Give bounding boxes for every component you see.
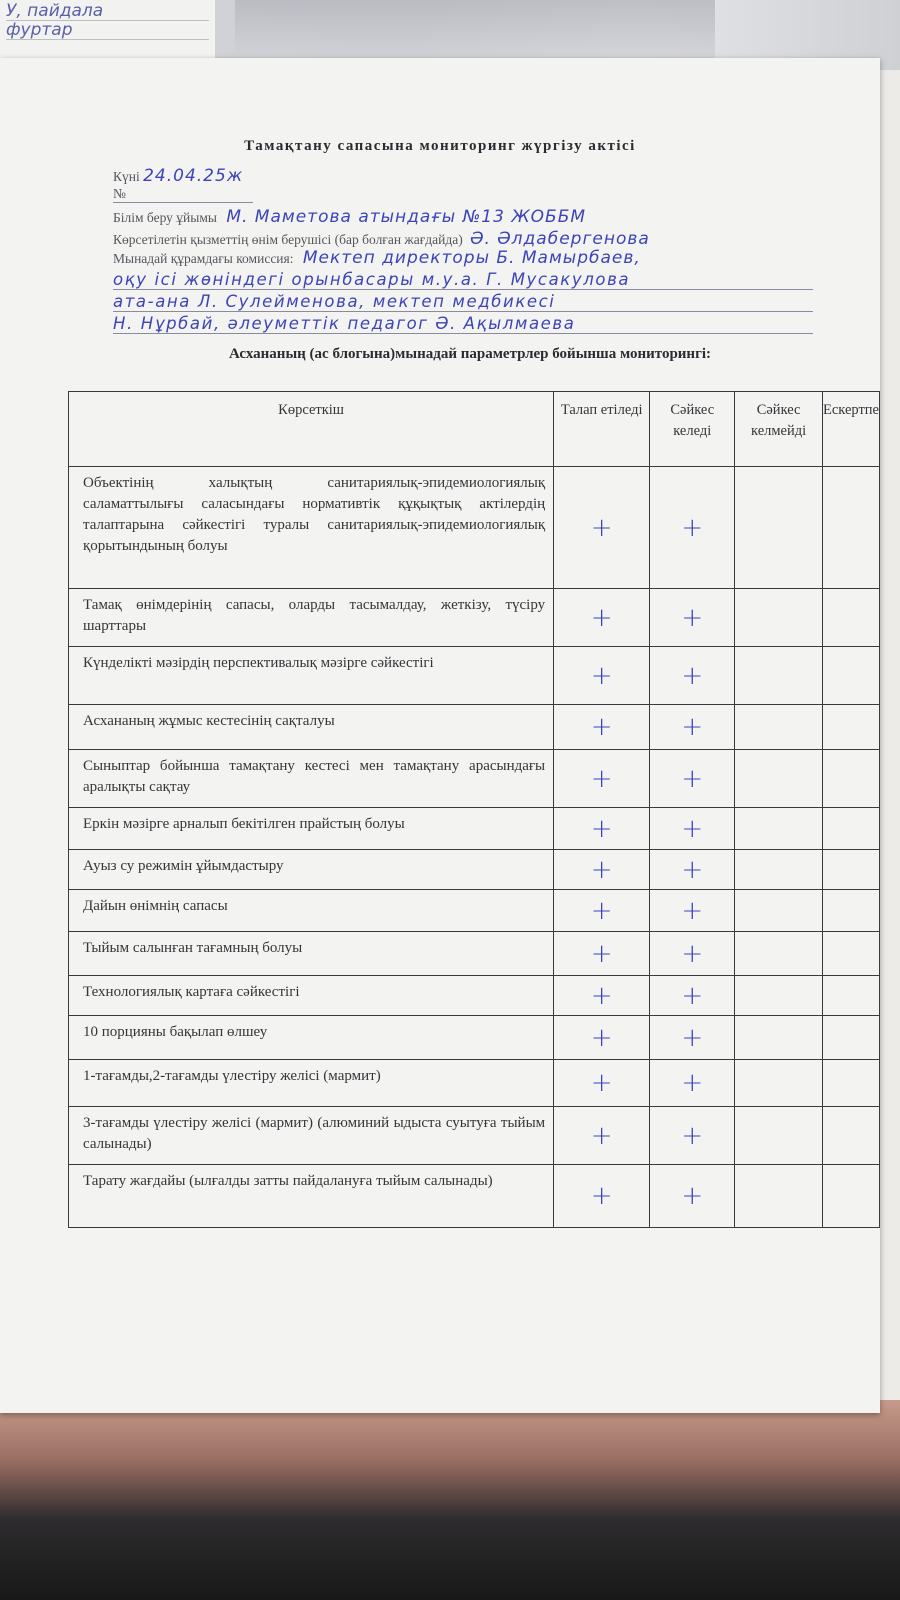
- required-mark: +: [554, 1165, 650, 1228]
- commission-value-line: оқу ісі жөніндегі орынбасары м.у.а. Г. Мусакулова: [113, 270, 813, 290]
- noncompliant-cell: [735, 890, 823, 932]
- noncompliant-cell: [735, 850, 823, 890]
- number-field: [113, 186, 253, 203]
- required-mark: +: [554, 705, 650, 750]
- table-row: [69, 890, 880, 932]
- note-cell: [822, 890, 879, 932]
- table-header-row: [69, 392, 880, 467]
- note-cell: [822, 1165, 879, 1228]
- commission-value-line: Н. Нұрбай, әлеуметтік педагог Ә. Ақылмаева: [113, 314, 813, 334]
- note-cell: [822, 467, 879, 589]
- compliant-mark: +: [650, 705, 735, 750]
- noncompliant-cell: [735, 1165, 823, 1228]
- noncompliant-cell: [735, 976, 823, 1016]
- note-cell: [822, 932, 879, 976]
- required-mark: +: [554, 808, 650, 850]
- indicator-cell: Еркін мәзірге арналып бекітілген прайстың болуы: [69, 808, 554, 850]
- school-label: Білім беру ұйымы: [113, 210, 217, 225]
- required-mark: +: [554, 1107, 650, 1165]
- table-row: [69, 705, 880, 750]
- compliant-mark: +: [650, 890, 735, 932]
- note-cell: [822, 850, 879, 890]
- commission-field: [113, 248, 641, 268]
- note-cell: [822, 705, 879, 750]
- compliant-mark: +: [650, 1107, 735, 1165]
- table-row: [69, 467, 880, 589]
- date-field: [113, 166, 243, 186]
- background-note-line: фуртар: [6, 21, 209, 40]
- indicator-cell: Тарату жағдайы (ылғалды затты пайдалануға тыйым салынады): [69, 1165, 554, 1228]
- compliant-mark: +: [650, 1060, 735, 1107]
- table-row: [69, 1016, 880, 1060]
- required-mark: +: [554, 589, 650, 647]
- compliant-mark: +: [650, 750, 735, 808]
- indicator-cell: Тамақ өнімдерінің сапасы, оларды тасымалдау, жеткізу, түсіру шарттары: [69, 589, 554, 647]
- compliant-mark: +: [650, 808, 735, 850]
- compliant-mark: +: [650, 1016, 735, 1060]
- note-cell: [822, 808, 879, 850]
- indicator-cell: 1-тағамды,2-тағамды үлестіру желісі (мармит): [69, 1060, 554, 1107]
- date-value: 24.04.25ж: [143, 166, 244, 186]
- table-row: [69, 976, 880, 1016]
- required-mark: +: [554, 647, 650, 705]
- noncompliant-cell: [735, 750, 823, 808]
- required-mark: +: [554, 976, 650, 1016]
- table-row: [69, 647, 880, 705]
- indicator-cell: Асхананың жұмыс кестесінің сақталуы: [69, 705, 554, 750]
- document-sheet: [0, 58, 880, 1413]
- note-cell: [822, 750, 879, 808]
- note-cell: [822, 1107, 879, 1165]
- indicator-cell: 3-тағамды үлестіру желісі (мармит) (алюминий ыдыста суытуға тыйым салынады): [69, 1107, 554, 1165]
- indicator-cell: Тыйым салынған тағамның болуы: [69, 932, 554, 976]
- noncompliant-cell: [735, 1016, 823, 1060]
- column-header-note: Ескертпе: [822, 392, 879, 467]
- required-mark: +: [554, 890, 650, 932]
- indicator-cell: 10 порцияны бақылап өлшеу: [69, 1016, 554, 1060]
- date-label: Күні: [113, 169, 140, 184]
- table-row: [69, 932, 880, 976]
- indicator-cell: Объектінің халықтың санитариялық-эпидемиологиялық саламаттылығы саласындағы нормативтік құқықтық актілердің талаптарына сәйкестігі туралы санитариялық-эпидемиологиялық қорытындының болуы: [69, 467, 554, 589]
- required-mark: +: [554, 1060, 650, 1107]
- number-label: №: [113, 186, 126, 201]
- provider-label: Көрсетілетін қызметтің өнім берушісі (бар болған жағдайда): [113, 232, 463, 247]
- indicator-cell: Дайын өнімнің сапасы: [69, 890, 554, 932]
- school-field: [113, 207, 586, 227]
- commission-value-line: ата-ана Л. Сулейменова, мектеп медбикесі: [113, 292, 813, 312]
- compliant-mark: +: [650, 850, 735, 890]
- column-header-compliant: Сәйкес келеді: [650, 392, 735, 467]
- table-row: [69, 750, 880, 808]
- section-subtitle: Асхананың (ас блогына)мынадай параметрлер бойынша мониторингі:: [228, 346, 712, 362]
- table-row: [69, 1165, 880, 1228]
- indicator-cell: Технологиялық картаға сәйкестігі: [69, 976, 554, 1016]
- commission-label: Мынадай құрамдағы комиссия:: [113, 251, 294, 266]
- table-row: [69, 1060, 880, 1107]
- compliant-mark: +: [650, 932, 735, 976]
- background-table-surface: [0, 1400, 900, 1600]
- compliant-mark: +: [650, 976, 735, 1016]
- commission-value-line: Мектеп директоры Б. Мамырбаев,: [302, 248, 641, 268]
- noncompliant-cell: [735, 808, 823, 850]
- table-row: [69, 589, 880, 647]
- noncompliant-cell: [735, 589, 823, 647]
- noncompliant-cell: [735, 705, 823, 750]
- table-row: [69, 1107, 880, 1165]
- noncompliant-cell: [735, 1107, 823, 1165]
- noncompliant-cell: [735, 467, 823, 589]
- background-note: [0, 0, 215, 62]
- compliant-mark: +: [650, 647, 735, 705]
- provider-field: [113, 229, 650, 249]
- required-mark: +: [554, 850, 650, 890]
- column-header-required: Талап етіледі: [554, 392, 650, 467]
- required-mark: +: [554, 467, 650, 589]
- document-title: Тамақтану сапасына мониторинг жүргізу актісі: [244, 138, 636, 154]
- provider-value: Ә. Әлдабергенова: [470, 229, 650, 249]
- background-note-line: У, пайдала: [6, 2, 209, 21]
- required-mark: +: [554, 932, 650, 976]
- table-row: [69, 808, 880, 850]
- noncompliant-cell: [735, 932, 823, 976]
- note-cell: [822, 647, 879, 705]
- compliant-mark: +: [650, 589, 735, 647]
- compliant-mark: +: [650, 467, 735, 589]
- required-mark: +: [554, 1016, 650, 1060]
- monitoring-table: [68, 391, 880, 1228]
- note-cell: [822, 1060, 879, 1107]
- required-mark: +: [554, 750, 650, 808]
- noncompliant-cell: [735, 647, 823, 705]
- note-cell: [822, 976, 879, 1016]
- column-header-noncompliant: Сәйкес келмейді: [735, 392, 823, 467]
- indicator-cell: Күнделікті мәзірдің перспективалық мәзірге сәйкестігі: [69, 647, 554, 705]
- table-row: [69, 850, 880, 890]
- indicator-cell: Сыныптар бойынша тамақтану кестесі мен тамақтану арасындағы аралықты сақтау: [69, 750, 554, 808]
- school-value: М. Маметова атындағы №13 ЖОББМ: [226, 207, 587, 227]
- indicator-cell: Ауыз су режимін ұйымдастыру: [69, 850, 554, 890]
- note-cell: [822, 589, 879, 647]
- noncompliant-cell: [735, 1060, 823, 1107]
- compliant-mark: +: [650, 1165, 735, 1228]
- column-header-indicator: Көрсеткіш: [69, 392, 554, 467]
- note-cell: [822, 1016, 879, 1060]
